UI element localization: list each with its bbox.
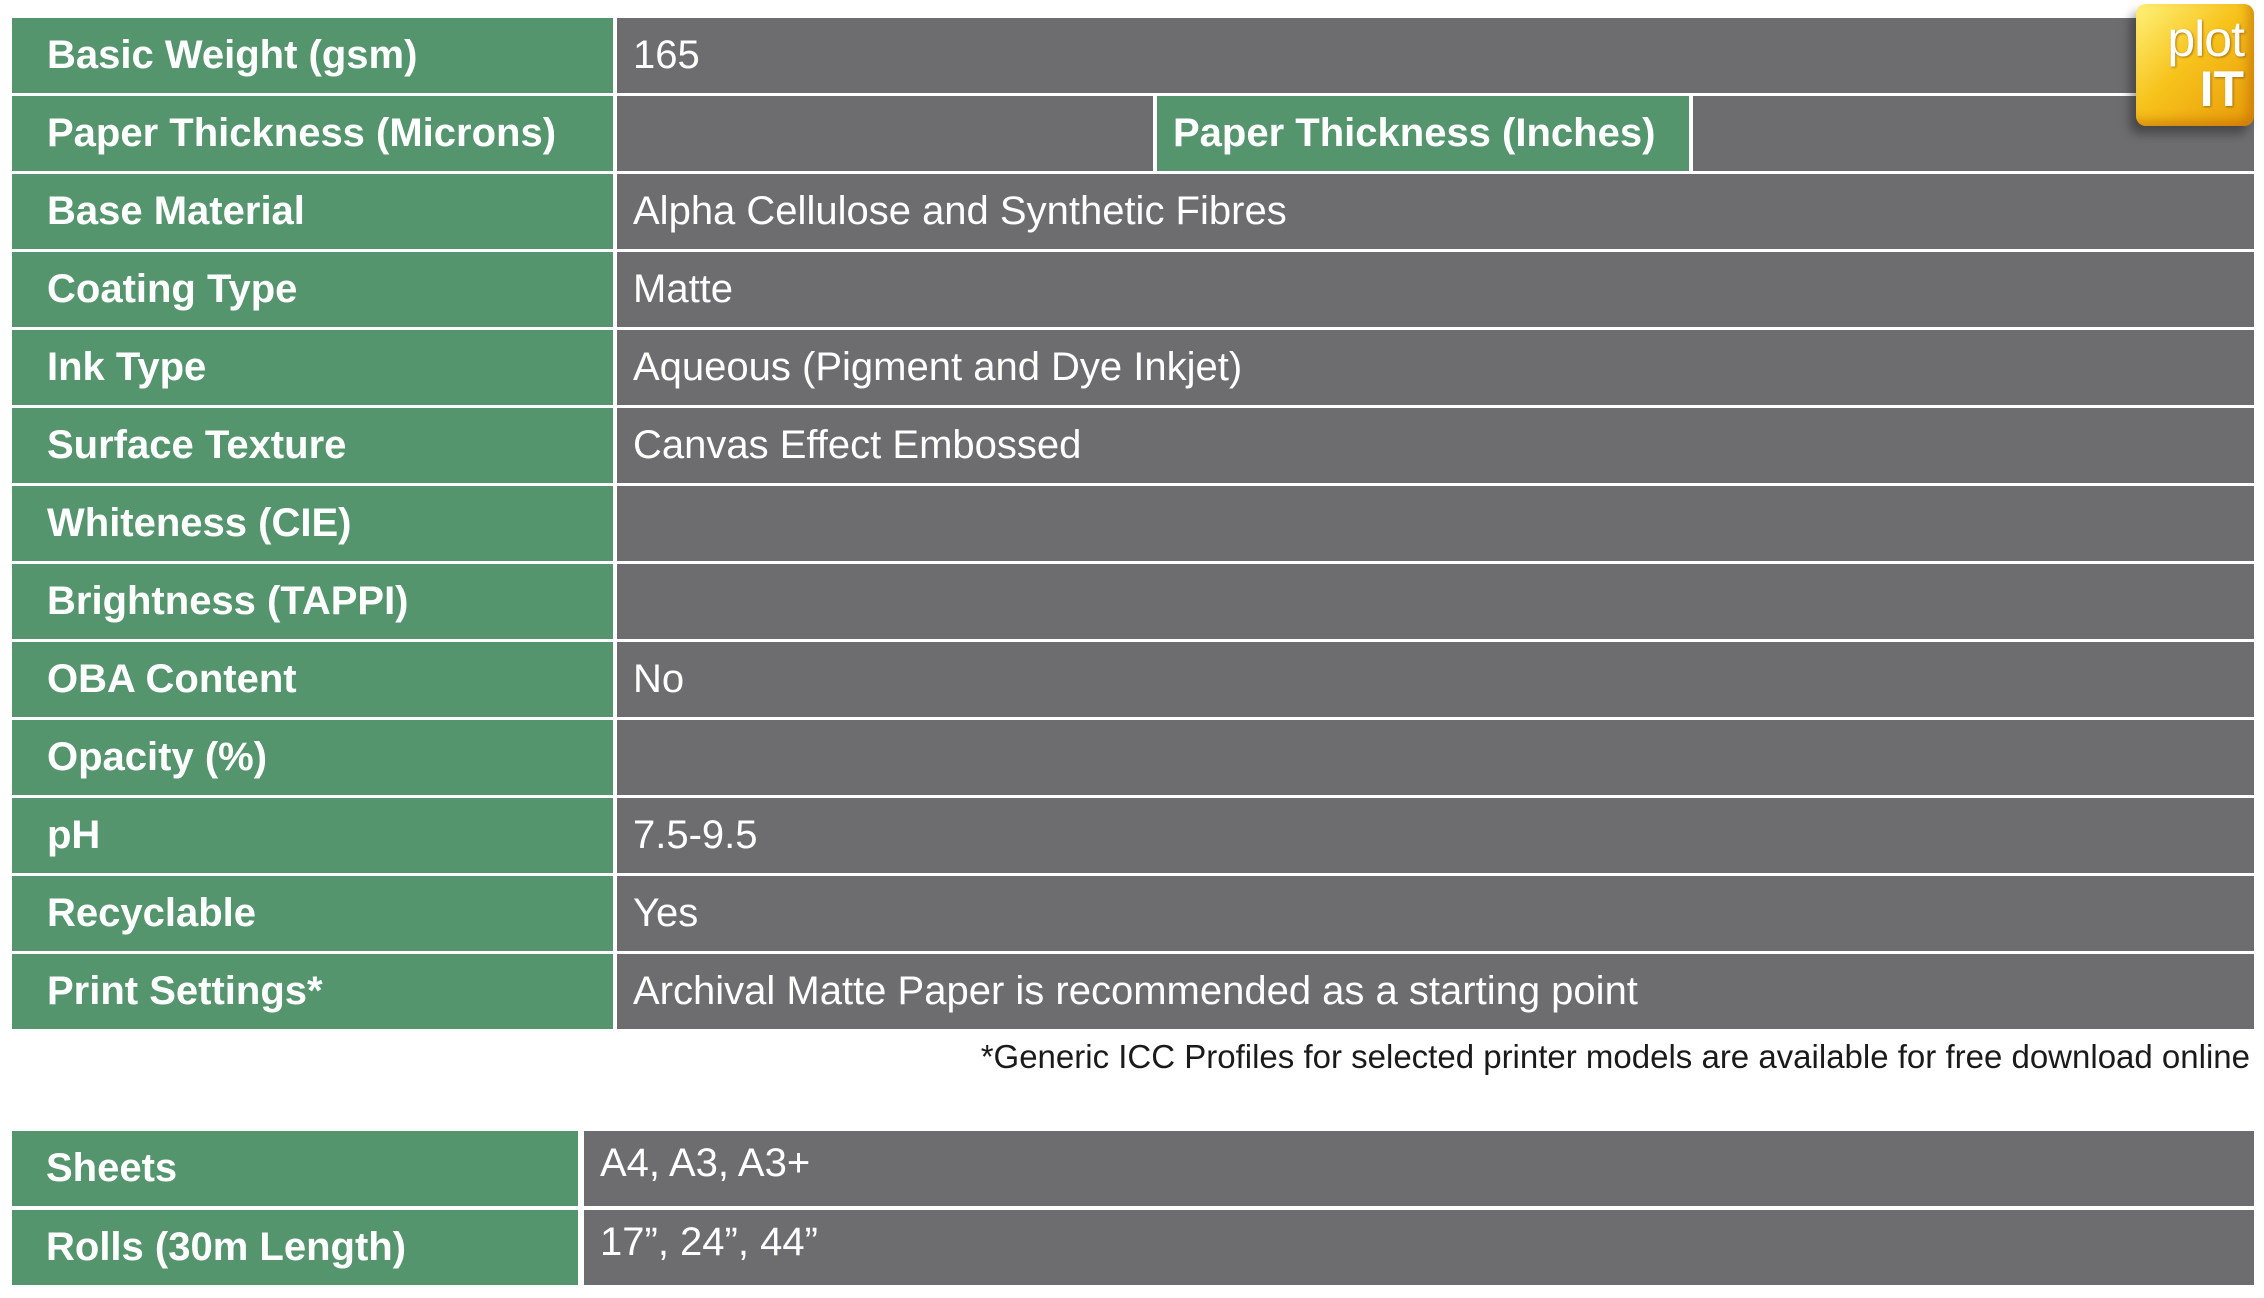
table-row xyxy=(12,1131,2254,1206)
row-label: Opacity (%) xyxy=(12,720,613,795)
row-value: 165 xyxy=(617,18,2254,93)
table-row xyxy=(12,1210,2254,1285)
row-value: No xyxy=(617,642,2254,717)
table-row xyxy=(12,564,2254,639)
row-label: OBA Content xyxy=(12,642,613,717)
row-value xyxy=(617,96,1153,171)
table-row xyxy=(12,174,2254,249)
row-value: Matte xyxy=(617,252,2254,327)
logo-text-plot: plot xyxy=(2167,11,2244,67)
row-label: Rolls (30m Length) xyxy=(12,1210,578,1285)
row-label: Ink Type xyxy=(12,330,613,405)
row-value: Yes xyxy=(617,876,2254,951)
row-label: pH xyxy=(12,798,613,873)
row-label: Paper Thickness (Microns) xyxy=(12,96,613,171)
row-label: Recyclable xyxy=(12,876,613,951)
row-label: Whiteness (CIE) xyxy=(12,486,613,561)
table-row xyxy=(12,96,2254,171)
row-label: Brightness (TAPPI) xyxy=(12,564,613,639)
row-value: Archival Matte Paper is recommended as a starting point xyxy=(617,954,2254,1029)
row-value xyxy=(617,564,2254,639)
table-row xyxy=(12,720,2254,795)
row-value: Aqueous (Pigment and Dye Inkjet) xyxy=(617,330,2254,405)
logo-cube xyxy=(2136,4,2254,126)
table-row xyxy=(12,642,2254,717)
split-value-group xyxy=(617,96,2254,171)
row-value: 7.5-9.5 xyxy=(617,798,2254,873)
row-label: Sheets xyxy=(12,1131,578,1206)
row-value xyxy=(617,720,2254,795)
table-row xyxy=(12,954,2254,1029)
icc-profile-footnote: *Generic ICC Profiles for selected printer models are available for free download online xyxy=(980,1038,2250,1075)
logo-text-it: IT xyxy=(2199,61,2244,117)
table-row xyxy=(12,486,2254,561)
row-value: A4, A3, A3+ xyxy=(584,1131,2254,1206)
plotit-logo xyxy=(2126,4,2258,132)
specifications-table xyxy=(12,18,2254,1032)
row-value xyxy=(617,486,2254,561)
row-label: Base Material xyxy=(12,174,613,249)
row-label: Coating Type xyxy=(12,252,613,327)
row-value: 17”, 24”, 44” xyxy=(584,1210,2254,1285)
row-value: Alpha Cellulose and Synthetic Fibres xyxy=(617,174,2254,249)
table-row xyxy=(12,876,2254,951)
row-label: Surface Texture xyxy=(12,408,613,483)
table-row xyxy=(12,798,2254,873)
table-row xyxy=(12,408,2254,483)
row-label: Basic Weight (gsm) xyxy=(12,18,613,93)
table-row xyxy=(12,330,2254,405)
row-value: Canvas Effect Embossed xyxy=(617,408,2254,483)
row-sub-label: Paper Thickness (Inches) xyxy=(1157,96,1689,171)
table-row xyxy=(12,18,2254,93)
row-label: Print Settings* xyxy=(12,954,613,1029)
sizes-table xyxy=(12,1131,2254,1289)
table-row xyxy=(12,252,2254,327)
